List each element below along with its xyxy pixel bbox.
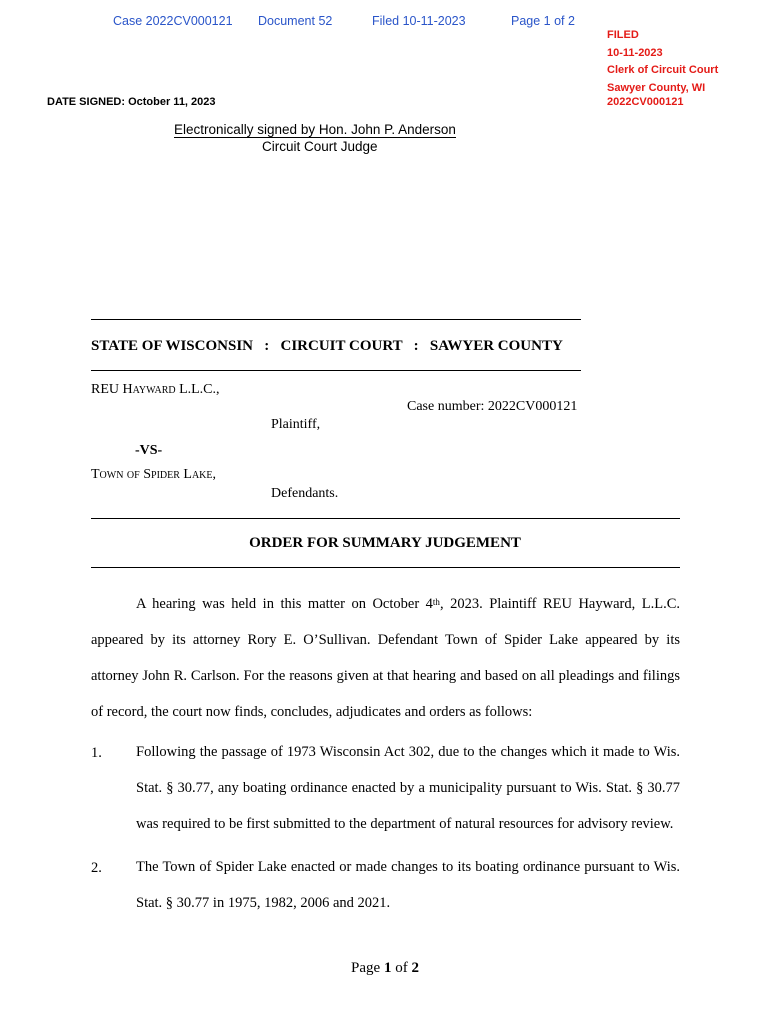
case-number-label: Case number: 2022CV000121: [407, 399, 578, 414]
defendant-role: Defendants.: [271, 486, 339, 501]
footer-page-word: Page: [351, 960, 381, 976]
stamp-office: Clerk of Circuit Court: [607, 64, 719, 76]
footer-of-word: of: [395, 960, 408, 976]
item-1-number: 1.: [91, 745, 102, 761]
order-paragraph-1: [91, 586, 680, 730]
plaintiff-name: REU Hayward L.L.C.,: [91, 382, 220, 397]
stamp-case-number: 2022CV000121: [607, 96, 684, 108]
stamp-date: 10-11-2023: [607, 46, 663, 59]
para1-superscript: th: [432, 597, 440, 607]
caption-separator: :: [264, 338, 270, 354]
item-1-text: Following the passage of 1973 Wisconsin Act 302, due to the changes which it made to Wis. Stat. § 30.77, any boating ordinance enacted by a municipality pursuant to Wis. Stat. § 30.77 was required to be first submitted to the department of natural resources for advisory review.: [136, 744, 680, 832]
caption-top-rule: [91, 319, 581, 320]
para1-text-b: , 2023. Plaintiff REU Hayward, L.L.C. appeared by its attorney Rory E. O’Sullivan. Defendant Town of Spider Lake appeared by its attorney John R. Carlson. For the reasons given at that hearing and based on all pleadings and filings of record, the court now finds, concludes, adjudicates and orders as follows:: [91, 596, 680, 720]
stamp-county: Sawyer County, WI: [607, 81, 706, 94]
defendant-name: Town of Spider Lake,: [91, 467, 216, 482]
signer-title: Circuit Court Judge: [262, 139, 378, 154]
item-2-number: 2.: [91, 860, 102, 876]
caption-county: SAWYER COUNTY: [429, 338, 563, 354]
caption-state: STATE OF WISCONSIN: [91, 338, 253, 354]
footer-page-number: 1: [383, 960, 392, 976]
header-page-count: Page 1 of 2: [511, 14, 575, 28]
item-2-text: The Town of Spider Lake enacted or made changes to its boating ordinance pursuant to Wis. Stat. § 30.77 in 1975, 1982, 2006 and 2021.: [136, 859, 680, 911]
order-title: ORDER FOR SUMMARY JUDGEMENT: [249, 535, 521, 551]
filing-stamp: [607, 27, 718, 97]
caption-court: CIRCUIT COURT: [280, 338, 403, 354]
header-case-number: Case 2022CV000121: [113, 14, 233, 28]
title-bottom-rule: [91, 567, 680, 568]
date-signed: DATE SIGNED: October 11, 2023: [47, 96, 216, 108]
caption-bottom-rule: [91, 370, 581, 371]
plaintiff-role: Plaintiff,: [271, 417, 321, 432]
versus: -VS-: [135, 443, 163, 458]
page-footer: [0, 960, 770, 977]
stamp-status: FILED: [607, 29, 639, 41]
para1-text-a: A hearing was held in this matter on October 4: [136, 596, 433, 612]
header-document-number: Document 52: [258, 14, 333, 28]
caption-separator: :: [413, 338, 419, 354]
electronic-signature: Electronically signed by Hon. John P. Anderson: [174, 122, 456, 137]
court-caption: [91, 338, 563, 355]
header-filed-date: Filed 10-11-2023: [372, 14, 466, 28]
footer-page-total: 2: [411, 960, 419, 976]
title-top-rule: [91, 518, 680, 519]
